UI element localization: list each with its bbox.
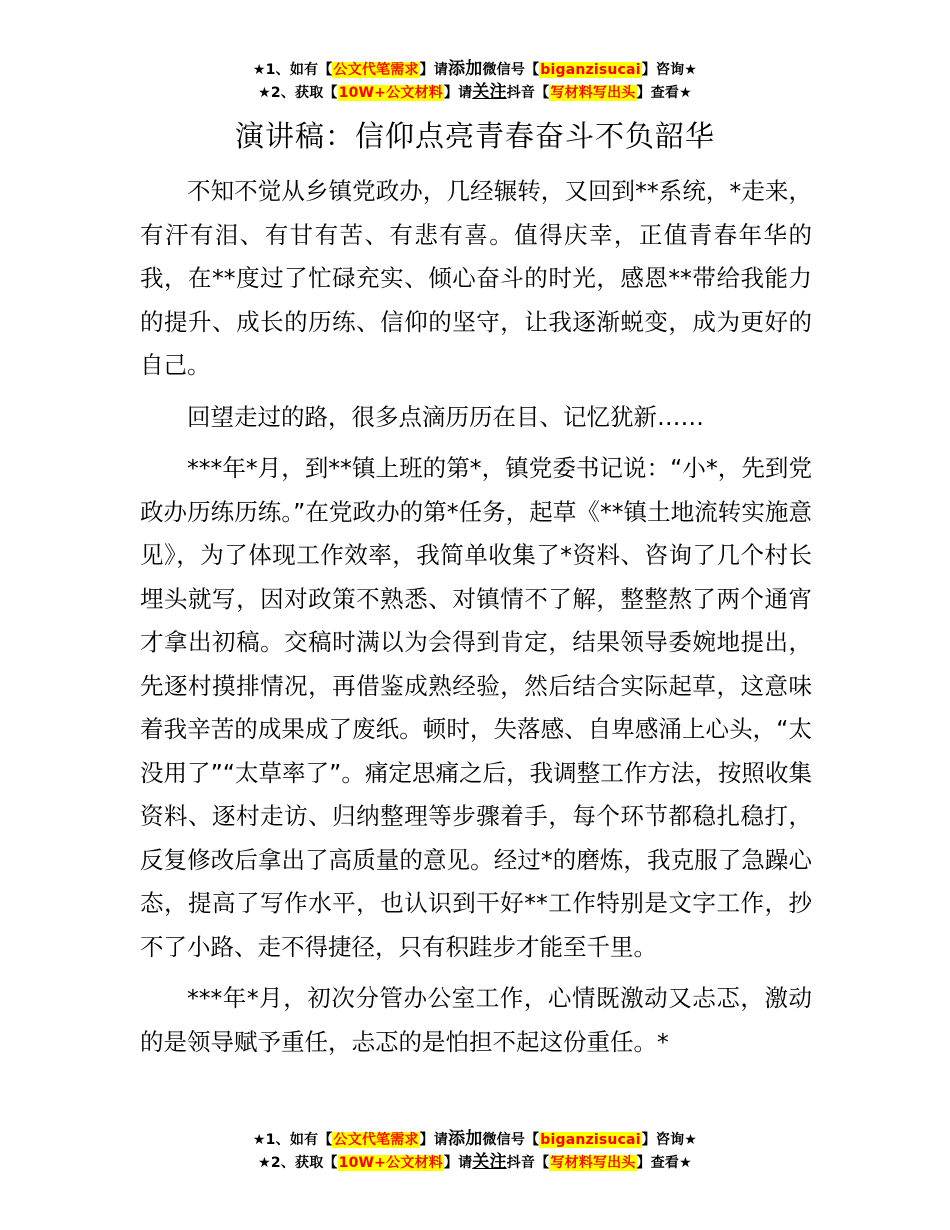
banner-text: 】咨询★	[641, 62, 698, 78]
document-body	[140, 170, 812, 1072]
banner-emphasis: 添加	[448, 59, 483, 79]
paragraph: 不知不觉从乡镇党政办，几经辗转，又回到**系统，*走来，有汗有泪、有甘有苦、有悲有喜。值得庆幸，正值青春年华的我，在**度过了忙碌充实、倾心奋斗的时光，感恩**带给我能力的提升、成长的历练、信仰的坚守，让我逐渐蜕变，成为更好的自己。	[140, 177, 812, 379]
banner-text: ★1、如有【	[252, 62, 333, 78]
banner-emphasis: 关注	[472, 82, 507, 102]
footer-banner	[0, 1128, 950, 1174]
banner-line-2	[0, 1151, 950, 1174]
banner-text: ★2、获取【	[258, 1155, 338, 1171]
banner-emphasis: 添加	[448, 1129, 483, 1149]
highlight-douyin: 写材料写出头	[550, 1155, 636, 1171]
highlight-service: 公文代笔需求	[333, 62, 419, 78]
document-title: 演讲稿：信仰点亮青春奋斗不负韶华	[234, 119, 715, 153]
highlight-materials: 10W+公文材料	[338, 1155, 443, 1171]
banner-line-2	[0, 81, 950, 104]
banner-text: 】咨询★	[641, 1132, 698, 1148]
banner-text: 】查看★	[636, 85, 692, 101]
banner-text: 微信号【	[482, 62, 540, 78]
paragraph: ***年*月，初次分管办公室工作，心情既激动又忐忑，激动的是领导赋予重任，忐忑的是怕担不起这份重任。*	[140, 984, 812, 1056]
highlight-wechat-id: biganzisucai	[540, 62, 641, 78]
banner-text: 】请	[443, 1155, 473, 1171]
highlight-service: 公文代笔需求	[333, 1132, 419, 1148]
highlight-douyin: 写材料写出头	[550, 85, 636, 101]
banner-text: 抖音【	[506, 1155, 550, 1171]
banner-text: 】请	[443, 85, 473, 101]
banner-text: 】请	[419, 62, 449, 78]
header-banner	[0, 58, 950, 104]
banner-emphasis: 关注	[472, 1152, 507, 1172]
banner-text: ★1、如有【	[252, 1132, 333, 1148]
banner-text: 抖音【	[506, 85, 550, 101]
banner-line-1	[0, 1128, 950, 1151]
banner-line-1	[0, 58, 950, 81]
highlight-materials: 10W+公文材料	[338, 85, 443, 101]
highlight-wechat-id: biganzisucai	[540, 1132, 641, 1148]
banner-text: ★2、获取【	[258, 85, 338, 101]
paragraph: ***年*月，到**镇上班的第*，镇党委书记说：“小*，先到党政办历练历练。”在党政办的第*任务，起草《**镇土地流转实施意见》，为了体现工作效率，我简单收集了*资料、咨询了几个村长埋头就写，因对政策不熟悉、对镇情不了解，整整熬了两个通宵才拿出初稿。交稿时满以为会得到肯定，结果领导委婉地提出，先逐村摸排情况，再借鉴成熟经验，然后结合实际起草，这意味着我辛苦的成果成了废纸。顿时，失落感、自卑感涌上心头，“太没用了”“太草率了”。痛定思痛之后，我调整工作方法，按照收集资料、逐村走访、归纳整理等步骤着手，每个环节都稳扎稳打，反复修改后拿出了高质量的意见。经过*的磨炼，我克服了急躁心态，提高了写作水平，也认识到干好**工作特别是文字工作，抄不了小路、走不得捷径，只有积跬步才能至千里。	[140, 454, 812, 961]
banner-text: 】请	[419, 1132, 449, 1148]
paragraph: 回望走过的路，很多点滴历历在目、记忆犹新……	[187, 402, 704, 431]
banner-text: 微信号【	[482, 1132, 540, 1148]
banner-text: 】查看★	[636, 1155, 692, 1171]
